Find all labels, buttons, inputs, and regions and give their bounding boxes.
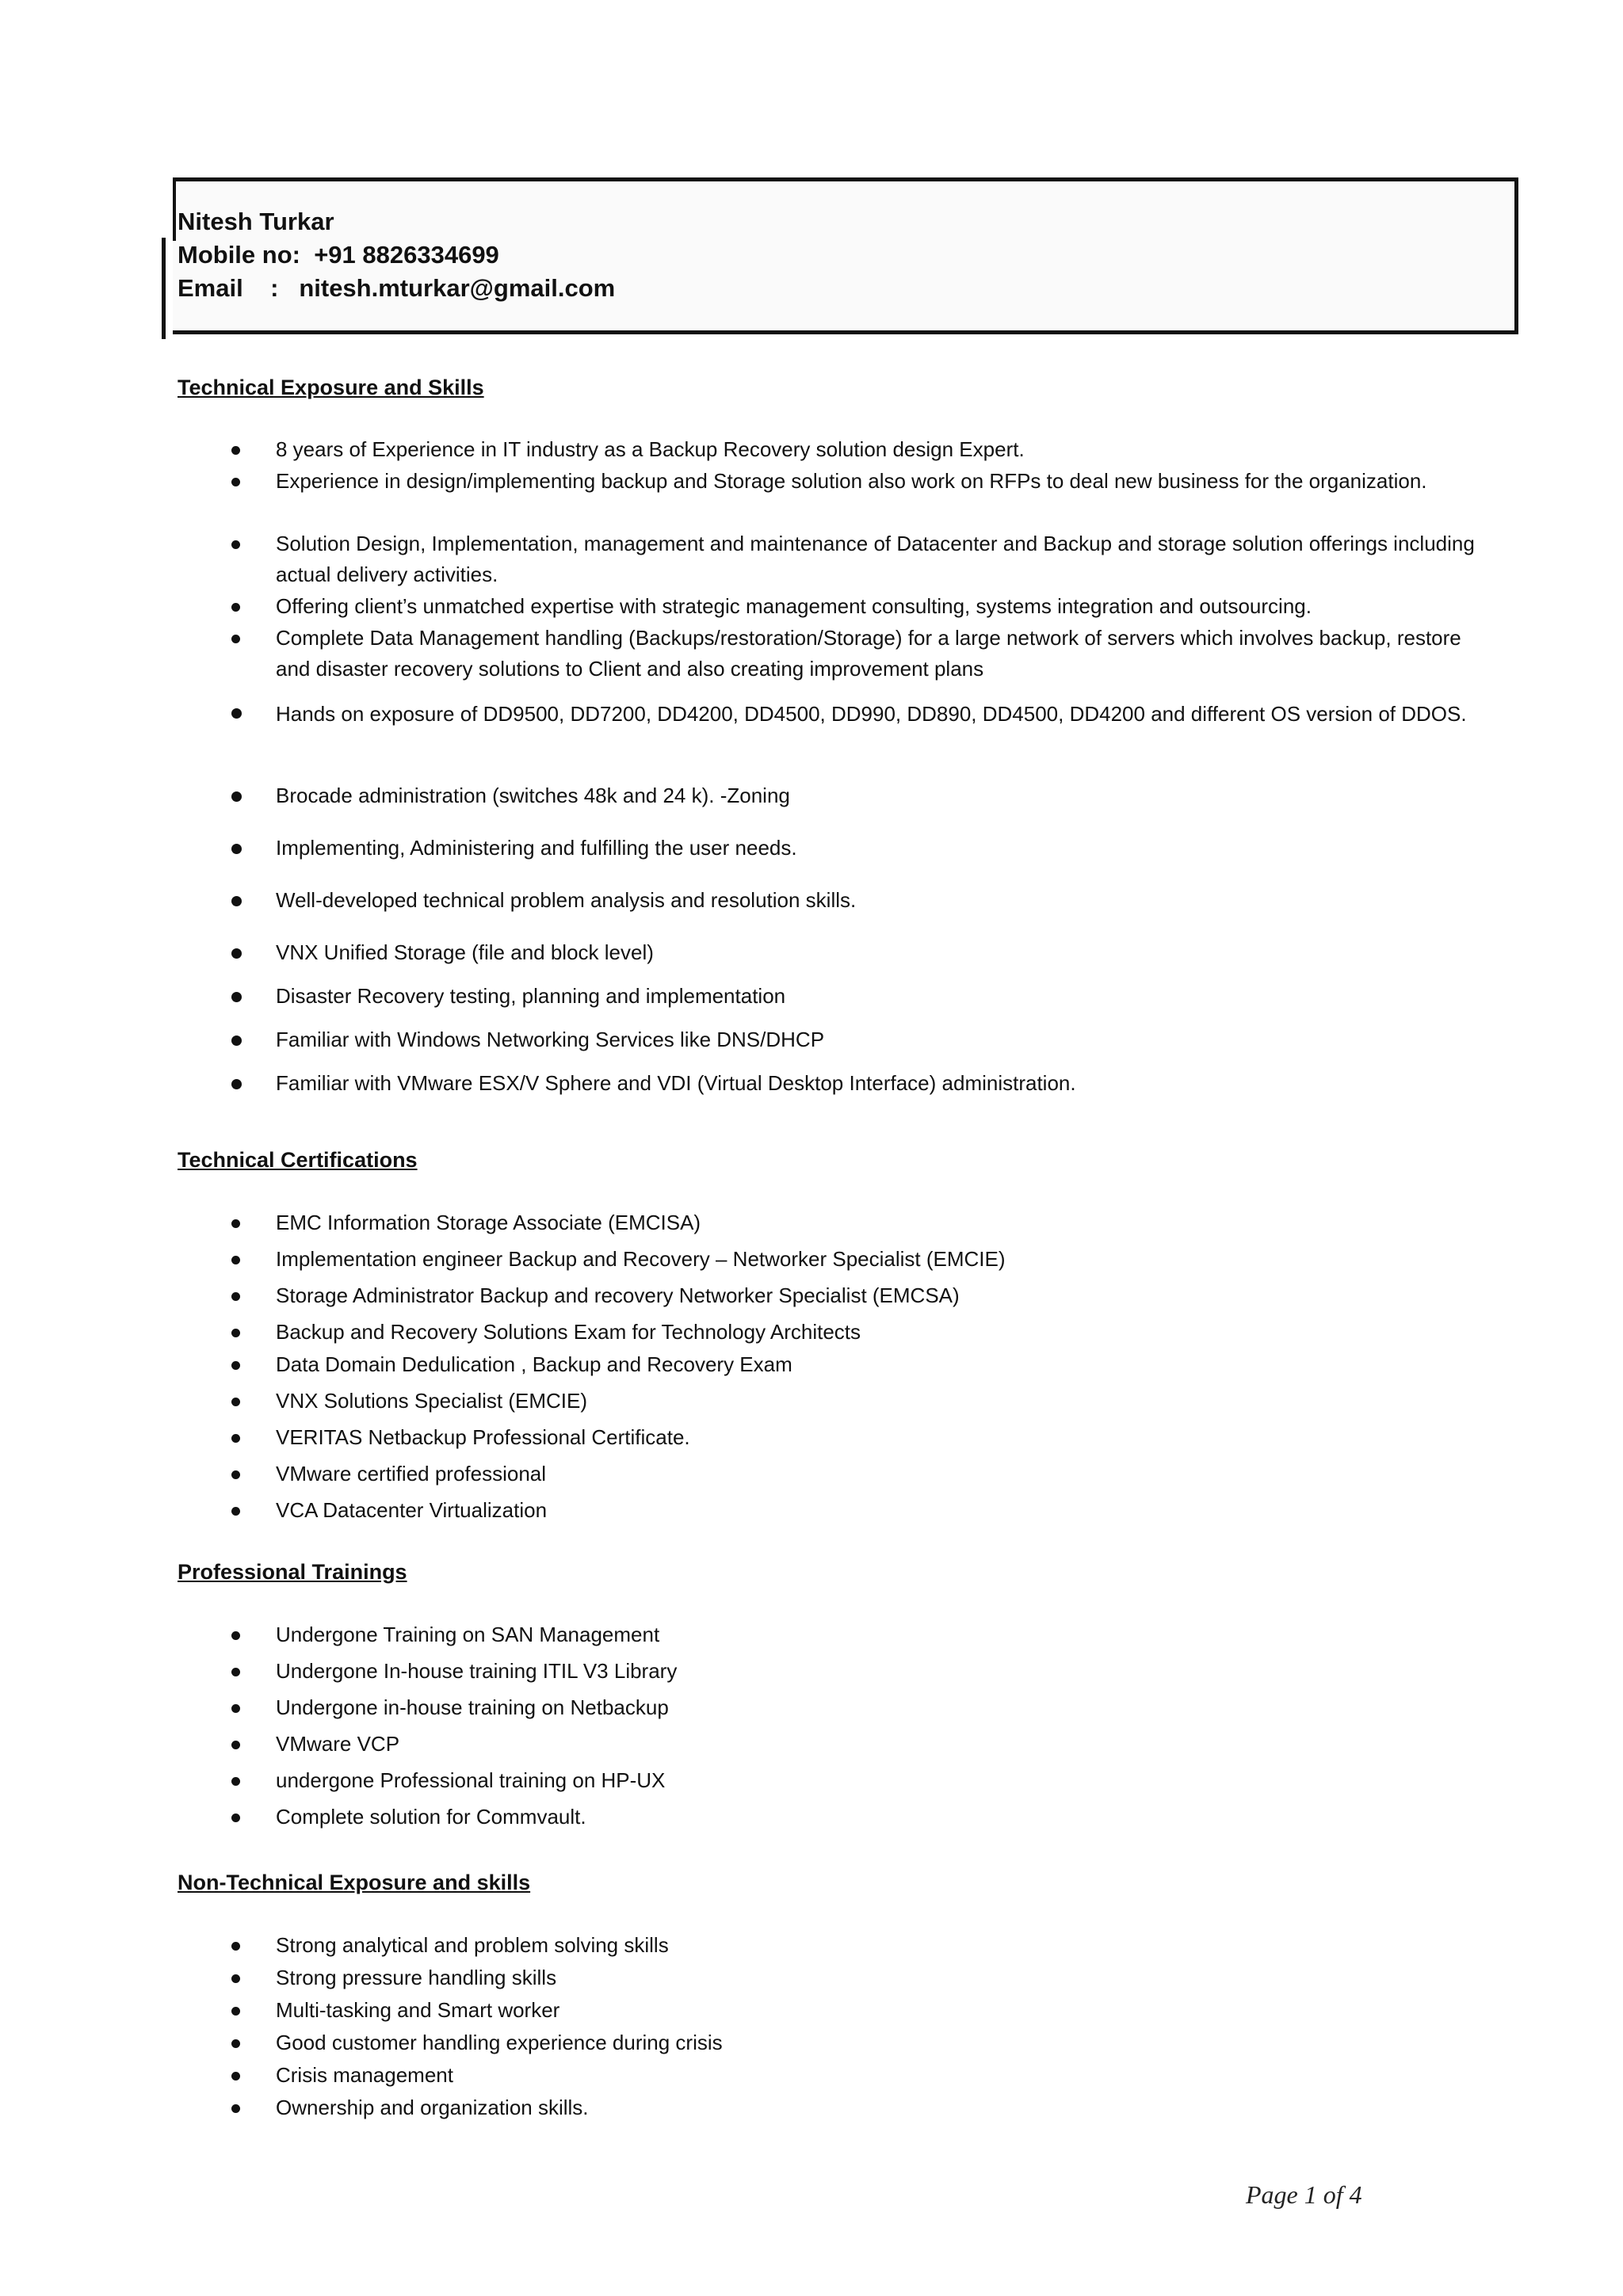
list-item: Offering client’s unmatched expertise with strategic management consulting, systems integration and outsourcing.: [276, 591, 1496, 622]
list-item: Strong pressure handling skills: [276, 1962, 1496, 1993]
bullet-icon: [231, 1256, 240, 1264]
list-item: Undergone In-house training ITIL V3 Library: [276, 1656, 1496, 1687]
list-item: 8 years of Experience in IT industry as a Backup Recovery solution design Expert.: [276, 434, 1496, 465]
bullet-icon: [231, 1329, 240, 1337]
bullet-icon: [231, 1470, 240, 1479]
bullet-icon: [231, 1814, 240, 1822]
section-title-technical-exposure: Technical Exposure and Skills: [178, 376, 484, 399]
list-item: Strong analytical and problem solving skills: [276, 1930, 1496, 1961]
list-item: Crisis management: [276, 2060, 1496, 2091]
list-item: Solution Design, Implementation, management and maintenance of Datacenter and Backup and storage solution offerings including actual delivery activities.: [276, 528, 1496, 590]
bullet-icon: [231, 478, 240, 486]
bullet-icon: [231, 446, 240, 455]
bullet-icon: [231, 1668, 240, 1676]
list-item: Complete solution for Commvault.: [276, 1802, 1496, 1833]
list-item: undergone Professional training on HP-UX: [276, 1765, 1496, 1796]
bullet-icon: [231, 603, 240, 612]
bullet-icon: [231, 1292, 240, 1301]
list-item: VCA Datacenter Virtualization: [276, 1495, 1496, 1526]
list-item: VMware VCP: [276, 1729, 1496, 1760]
list-item: EMC Information Storage Associate (EMCISA): [276, 1207, 1496, 1238]
list-item: Undergone in-house training on Netbackup: [276, 1692, 1496, 1723]
mobile-number: Mobile no: +91 8826334699: [178, 241, 499, 269]
list-item: VNX Solutions Specialist (EMCIE): [276, 1386, 1496, 1417]
bullet-icon: [231, 1398, 240, 1406]
bullet-icon: [231, 1942, 240, 1951]
list-item: Ownership and organization skills.: [276, 2092, 1496, 2123]
bullet-icon: [231, 1704, 240, 1713]
bullet-icon: [231, 1219, 240, 1228]
header-border-left-upper: [173, 177, 176, 241]
list-item: Storage Administrator Backup and recovery Networker Specialist (EMCSA): [276, 1280, 1496, 1311]
list-item: Well-developed technical problem analysis and resolution skills.: [276, 885, 1496, 916]
bullet-icon: [231, 791, 242, 802]
list-item: VNX Unified Storage (file and block level): [276, 937, 1496, 968]
bullet-icon: [231, 1741, 240, 1749]
section-title-certifications: Technical Certifications: [178, 1148, 418, 1172]
list-item: Implementation engineer Backup and Recovery – Networker Specialist (EMCIE): [276, 1244, 1496, 1275]
email-address: Email : nitesh.mturkar@gmail.com: [178, 274, 616, 302]
list-item: Experience in design/implementing backup and Storage solution also work on RFPs to deal new business for the organization.: [276, 466, 1496, 497]
bullet-icon: [231, 1434, 240, 1443]
bullet-icon: [231, 1361, 240, 1370]
bullet-icon: [231, 2104, 240, 2113]
section-title-non-technical: Non-Technical Exposure and skills: [178, 1871, 531, 1894]
bullet-icon: [231, 1631, 240, 1640]
bullet-icon: [231, 540, 240, 549]
section-title-trainings: Professional Trainings: [178, 1560, 407, 1584]
list-item: Undergone Training on SAN Management: [276, 1619, 1496, 1650]
bullet-icon: [231, 708, 242, 719]
list-item: Data Domain Dedulication , Backup and Recovery Exam: [276, 1349, 1496, 1380]
list-item: Complete Data Management handling (Backups/restoration/Storage) for a large network of servers which involves backup, restore and disaster recovery solutions to Client and also creating improvement plans: [276, 623, 1496, 685]
bullet-icon: [231, 1079, 242, 1089]
bullet-icon: [231, 1507, 240, 1516]
bullet-icon: [231, 1974, 240, 1983]
bullet-icon: [231, 1777, 240, 1786]
list-item: VMware certified professional: [276, 1459, 1496, 1489]
bullet-icon: [231, 948, 242, 959]
bullet-icon: [231, 844, 242, 854]
bullet-icon: [231, 635, 240, 643]
list-item: Implementing, Administering and fulfilling the user needs.: [276, 833, 1496, 864]
header-border-left-lower: [162, 238, 166, 339]
list-item: Brocade administration (switches 48k and 24 k). -Zoning: [276, 780, 1496, 811]
bullet-icon: [231, 2072, 240, 2081]
candidate-name: Nitesh Turkar: [178, 208, 334, 235]
bullet-icon: [231, 2007, 240, 2016]
list-item: Familiar with Windows Networking Services like DNS/DHCP: [276, 1024, 1496, 1055]
list-item: Familiar with VMware ESX/V Sphere and VDI (Virtual Desktop Interface) administration.: [276, 1068, 1496, 1099]
list-item: Backup and Recovery Solutions Exam for Technology Architects: [276, 1317, 1496, 1348]
list-item: VERITAS Netbackup Professional Certificate.: [276, 1422, 1496, 1453]
bullet-icon: [231, 1035, 242, 1046]
list-item: Hands on exposure of DD9500, DD7200, DD4200, DD4500, DD990, DD890, DD4500, DD4200 and different OS version of DDOS.: [276, 694, 1496, 734]
bullet-icon: [231, 2039, 240, 2048]
page-number: Page 1 of 4: [1246, 2180, 1362, 2209]
bullet-icon: [231, 992, 242, 1002]
list-item: Disaster Recovery testing, planning and implementation: [276, 981, 1496, 1012]
bullet-icon: [231, 896, 242, 906]
list-item: Good customer handling experience during crisis: [276, 2027, 1496, 2058]
list-item: Multi-tasking and Smart worker: [276, 1995, 1496, 2026]
